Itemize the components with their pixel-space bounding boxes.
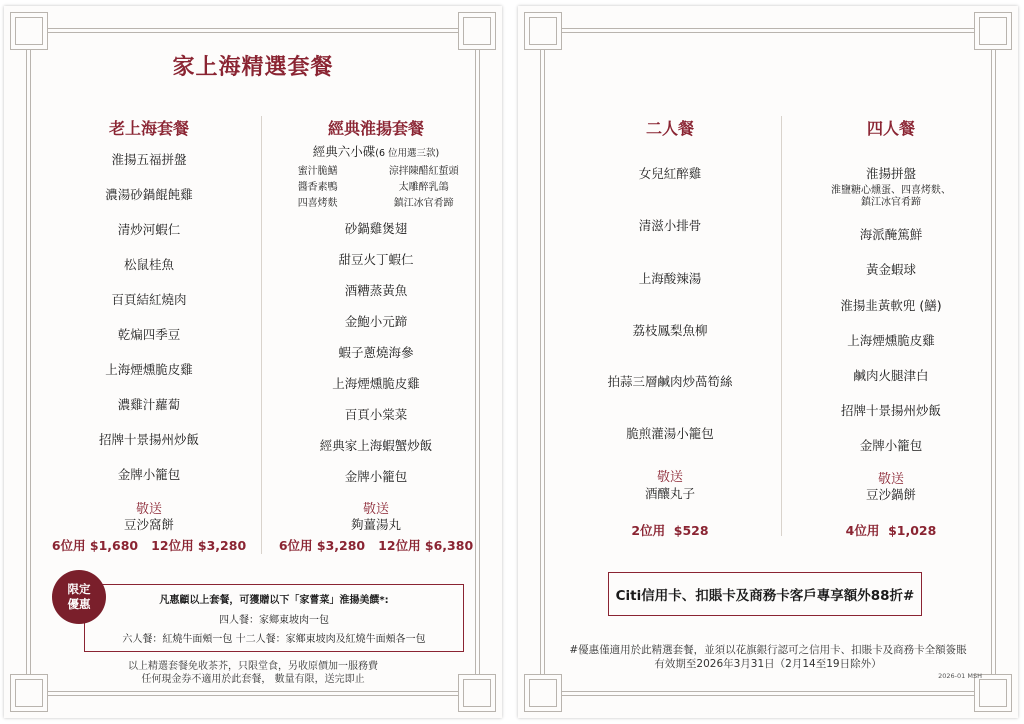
complimentary-label: 敬送 <box>362 502 389 517</box>
dish: 淮揚五福拼盤 <box>111 152 187 167</box>
dish: 招牌十景揚州炒飯 <box>840 403 941 418</box>
complimentary-label: 敬送 <box>135 502 162 517</box>
set-heading: 老上海套餐 <box>108 119 189 138</box>
dish: 經典家上海蝦蟹炒飯 <box>319 438 433 453</box>
set-menu-classic-huaiyang <box>270 116 482 556</box>
dish: 金牌小籠包 <box>859 438 923 453</box>
complimentary-dessert: 酒釀丸子 <box>644 486 695 501</box>
dish: 松鼠桂魚 <box>123 257 174 272</box>
limited-offer-badge: 限定 優惠 <box>52 570 106 624</box>
set-price: 6位用 $3,280 12位用 $6,380 <box>278 538 474 553</box>
terms-note: 任何現金券不適用於此套餐， 數量有限，送完即止 <box>141 674 365 685</box>
dish: 脆煎灌湯小籠包 <box>626 426 714 441</box>
set-heading: 二人餐 <box>645 119 694 138</box>
complimentary-label: 敬送 <box>656 470 683 485</box>
dish: 淮揚韭黃軟兜 (鱔) <box>840 298 942 313</box>
set-heading: 經典淮揚套餐 <box>327 119 424 138</box>
set-price: 2位用 $528 <box>631 523 709 538</box>
corner-ornament <box>974 12 1012 50</box>
set-menu-two-person <box>564 116 776 546</box>
right-menu-page <box>518 6 1018 718</box>
platter-item: 太雕醉乳鴿 <box>398 182 449 193</box>
left-menu-page <box>4 6 502 718</box>
platter-row <box>270 178 482 193</box>
terms-note: 有效期至2026年3月31日（2月14至19日除外） <box>654 658 882 670</box>
corner-ornament <box>10 12 48 50</box>
complimentary-dessert: 豆沙鍋餅 <box>865 487 916 502</box>
dish: 砂鍋雞煲翅 <box>344 221 408 236</box>
dish: 鹹肉火腿津白 <box>853 368 929 383</box>
set-menu-four-person <box>788 116 994 546</box>
dish: 上海煙燻脆皮雞 <box>847 333 935 348</box>
complimentary-dessert: 夠薑湯丸 <box>350 517 401 532</box>
corner-ornament <box>458 12 496 50</box>
dish: 海派醃篤鮮 <box>859 227 923 242</box>
promotion-six-twelve: 六人餐：紅燒牛面頰一包 十二人餐：家鄉東坡肉及紅燒牛面頰各一包 <box>122 634 426 645</box>
dish: 上海煙燻脆皮雞 <box>332 376 420 391</box>
set-heading: 四人餐 <box>866 119 915 138</box>
dish: 乾煸四季豆 <box>117 327 181 342</box>
platter-row <box>270 162 482 177</box>
promotion-box <box>84 584 464 652</box>
dish: 蝦子蔥燒海參 <box>338 345 414 360</box>
platter-title <box>270 142 482 160</box>
dish: 清滋小排骨 <box>638 218 702 233</box>
dish: 酒糟蒸黃魚 <box>344 283 408 298</box>
corner-ornament <box>524 12 562 50</box>
dish: 百頁小棠菜 <box>344 407 408 422</box>
platter-note: (6 位用選三款) <box>375 148 440 159</box>
column-divider <box>781 116 782 536</box>
corner-ornament <box>524 674 562 712</box>
set-price: 4位用 $1,028 <box>845 523 937 538</box>
print-code: 2026-01 MSH <box>938 672 982 680</box>
dish-detail: 淮鹽糖心燻蛋、四喜烤麩、 <box>831 185 951 196</box>
dish: 招牌十景揚州炒飯 <box>98 432 199 447</box>
dish: 清炒河蝦仁 <box>117 222 181 237</box>
dish: 金牌小籠包 <box>117 467 181 482</box>
citi-offer-box <box>608 572 922 616</box>
column-divider <box>261 116 262 554</box>
platter-item: 蜜汁脆鱔 <box>297 166 338 177</box>
dish: 百頁結紅燒肉 <box>111 292 187 307</box>
platter-item: 醬香素鴨 <box>297 182 338 193</box>
promotion-intro: 凡惠顧以上套餐，可獲贈以下「家嘗菜」淮揚美饌*: <box>159 595 389 606</box>
terms-note: 以上精選套餐免收茶芥，只限堂食，另收原價加一服務費 <box>128 661 378 672</box>
dish: 黃金蝦球 <box>865 262 916 277</box>
complimentary-dessert: 豆沙窩餅 <box>123 517 174 532</box>
platter-title-text: 經典六小碟 <box>312 144 376 159</box>
dish: 金牌小籠包 <box>344 469 408 484</box>
dish: 金鮑小元蹄 <box>344 314 408 329</box>
menu-title: 家上海精選套餐 <box>172 55 334 80</box>
citi-offer-text: Citi信用卡、扣賬卡及商務卡客戶專享額外88折# <box>615 588 915 604</box>
dish: 女兒紅醉雞 <box>638 166 702 181</box>
set-menu-old-shanghai <box>44 116 254 556</box>
dish: 上海酸辣湯 <box>638 271 702 286</box>
platter-row <box>270 194 482 209</box>
dish: 上海煙燻脆皮雞 <box>105 362 193 377</box>
dish: 拍蒜三層鹹肉炒萵筍絲 <box>607 374 733 389</box>
complimentary-label: 敬送 <box>877 472 904 487</box>
dish: 濃雞汁蘿蔔 <box>117 397 181 412</box>
set-price: 6位用 $1,680 12位用 $3,280 <box>51 538 247 553</box>
platter-item: 四喜烤麩 <box>297 198 338 209</box>
dish: 淮揚拼盤 <box>865 166 916 181</box>
dish-detail: 鎮江冰官肴蹄 <box>861 197 921 208</box>
dish: 荔枝鳳梨魚柳 <box>632 323 708 338</box>
dish: 甜豆火丁蝦仁 <box>338 252 414 267</box>
dish: 濃湯砂鍋餛飩雞 <box>105 187 193 202</box>
terms-note: #優惠僅適用於此精選套餐，並須以花旗銀行認可之信用卡、扣賬卡及商務卡全額簽賬 <box>569 644 967 656</box>
platter-item: 鎮江冰官肴蹄 <box>393 198 454 209</box>
platter-item: 涼拌陳醋紅蜇頭 <box>388 166 459 177</box>
promotion-four: 四人餐：家鄉東坡肉一包 <box>219 615 329 626</box>
